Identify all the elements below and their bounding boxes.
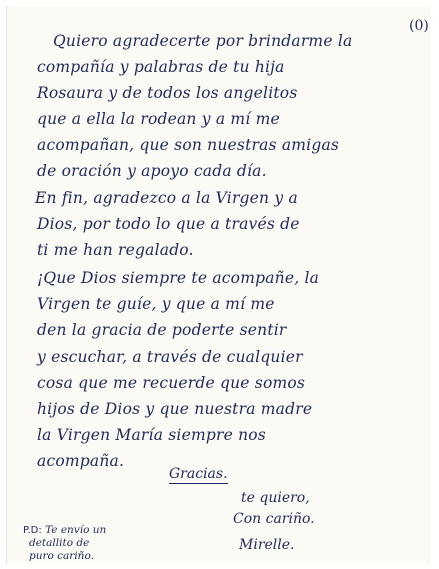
postscript-line-2: detallito de	[29, 537, 90, 549]
letter-line-6: de oración y apoyo cada día.	[37, 162, 267, 180]
letter-line-10: ¡Que Dios siempre te acompañe, la	[37, 269, 320, 287]
signature: Mirelle.	[239, 537, 295, 553]
closing-te-quiero: te quiero,	[241, 490, 310, 506]
postscript	[23, 524, 163, 563]
letter-line-14: cosa que me recuerde que somos	[37, 374, 306, 392]
letter-line-4: que a ella la rodean y a mí me	[37, 110, 280, 128]
letter-line-8: Dios, por todo lo que a través de	[37, 215, 300, 233]
letter-line-17: acompaña.	[37, 452, 125, 470]
letter-line-1: Quiero agradecerte por brindarme la	[53, 32, 353, 50]
closing-con-carino: Con cariño.	[233, 511, 315, 527]
postscript-prefix: P.D:	[23, 525, 42, 536]
letter-line-15: hijos de Dios y que nuestra madre	[37, 400, 313, 418]
letter-page	[6, 6, 430, 564]
letter-line-9: ti me han regalado.	[37, 241, 194, 259]
letter-line-7: En fin, agradezco a la Virgen y a	[35, 189, 298, 207]
closing-thanks	[169, 466, 228, 482]
letter-line-16: la Virgen María siempre nos	[37, 426, 266, 444]
letter-line-3: Rosaura y de todos los angelitos	[37, 84, 298, 102]
letter-line-11: Virgen te guíe, y que a mí me	[37, 295, 275, 313]
postscript-text-1: Te envío un	[45, 524, 107, 536]
letter-line-13: y escuchar, a través de cualquier	[37, 348, 303, 366]
letter-line-2: compañía y palabras de tu hija	[37, 58, 285, 76]
letter-line-12: den la gracia de poderte sentir	[37, 321, 287, 339]
postscript-line-3: puro cariño.	[29, 550, 94, 562]
letter-line-5: acompañan, que son nuestras amigas	[37, 136, 340, 154]
closing-thanks-text: Gracias.	[169, 466, 228, 482]
postscript-line-1	[23, 524, 163, 537]
page-number: (0)	[409, 18, 429, 34]
